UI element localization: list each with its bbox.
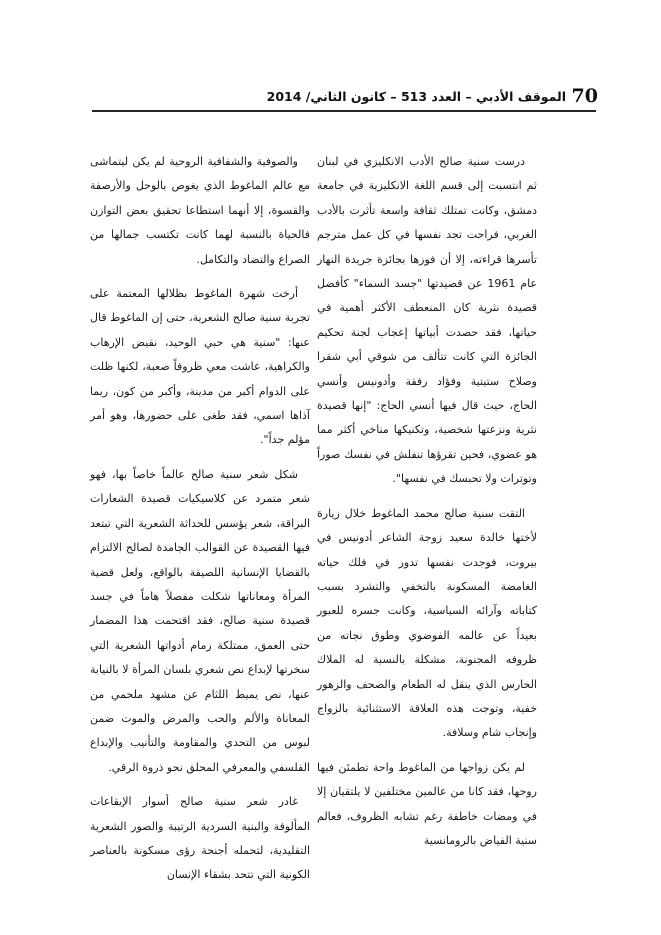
page-header xyxy=(92,84,596,112)
paragraph: درست سنية صالح الأدب الانكليزي في لبنان ثم انتسبت إلى قسم اللغة الانكليزية في جامعة دمشق، وكانت تمتلك ثقافة واسعة تأثرت بالأدب الغربي، فراحت تجد نفسها في كل عمل مترجم تأسرها قراءته، إلا أن فوزها بجائزة جريدة النهار عام 1961 عن قصيدتها "جسد السماء" كأفضل قصيدة نثرية كان المنعطف الأكثر أهمية في حياتها، فقد حصدت أبياتها إعجاب لجنة تحكيم الجائزة التي كانت تتألف من شوقي أبي شقرا وصلاح ستيتية وفؤاد رفقة وأدونيس وأنسي الحاج، حيث قال فيها أنسي الحاج: "إنها قصيدة نثرية ونزعتها شخصية، وتكنيكها مناخي أكثر مما هو عضوي، فحين تقرؤها تنفلش في نفسك صوراً وتوترات ولا تحبسك في نفسها". xyxy=(317,155,537,486)
article-column-right xyxy=(317,150,537,853)
article-column-left xyxy=(90,150,310,888)
page-number: 70 xyxy=(571,85,598,107)
paragraph: شكل شعر سنية صالح عالماً خاصاً بها، فهو شعر متمرد عن كلاسيكيات قصيدة الشعارات البراقة، شعر يؤسس للحداثة الشعرية التي تبتعد فيها القصيدة عن القوالب الجامدة لصالح الالتزام بالقضايا الإنسانية اللصيقة بالواقع، ولعل قضية المرأة ومعاناتها شكلت مفصلاً هاماً في جسد قصيدة سنية صالح، فقد اقتحمت هذا المضمار حتى العمق، ممتلكة زمام أدواتها الشعرية التي سخرتها لإبداع نص شعري بلسان المرأة لا بالنيابة عنها، نص يميط اللثام عن مشهد ملحمي من المعاناة والألم والحب والمرض والموت ضمن لبوس من التحدي والمقاومة والتأنيب والإبداع الفلسفي والمعرفي المحلق نحو ذروة الرقي. xyxy=(90,467,310,774)
paragraph: غادر شعر سنية صالح أسوار الإيقاعات المألوفة والبنية السردية الرتيبة والصور الشعرية التقليدية، لتحمله أجنحة رؤى مسكونة بالعناصر الكونية التي تتحد بشقاء الإنسان xyxy=(90,795,310,882)
paragraph: التقت سنية صالح محمد الماغوط خلال زيارة لأختها خالدة سعيد زوجة الشاعر أدونيس في بيروت، فوجدت نفسها تدور في فلك حياته الغامضة المسكونة بالتخفي والتشرد بسبب كتاباته وآرائه السياسية، وكانت جسره للعبور بعيداً عن عالمه الفوضوي وطوق نجاته من ظروفه المجنونة، مشكلة بالنسبة له الملاك الحارس الذي ينقل له الطعام والصحف والزهور خفية، وتوجت هذه العلاقة الاستثنائية بالزواج وإنجاب شام وسلافة. xyxy=(317,506,537,740)
paragraph: أرخت شهرة الماغوط بظلالها المعتمة على تجربة سنية صالح الشعرية، حتى إن الماغوط قال عنها: "سنية هي حبي الوحيد، نقيض الإرهاب والكراهية، عاشت معي ظروفاً صعبة، لكنها ظلت على الدوام أكبر من مدينة، وأكبر من كون، ربما آذاها اسمي، فقد طغى على حضورها، وهو أمر مؤلم جداً". xyxy=(90,287,310,447)
journal-issue-line: الموقف الأدبي – العدد 513 – كانون الثاني/ 2014 xyxy=(266,89,566,104)
paragraph: والصوفية والشفافية الروحية لم يكن ليتماشى مع عالم الماغوط الذي يغوص بالوحل والأرصفة والقسوة، إلا أنهما استطاعا تحقيق بعض التوازن فالحياة بالنسبة لهما كانت تكتسب جمالها من الصراع والتضاد والتكامل. xyxy=(90,155,310,266)
paragraph: لم يكن زواجها من الماغوط واحة تطمئن فيها روحها، فقد كانا من عالمين مختلفين لا يلتقيان إلا في ومضات خاطفة رغم تشابه الظروف، فعالم سنية الفياض بالرومانسية xyxy=(317,760,537,847)
